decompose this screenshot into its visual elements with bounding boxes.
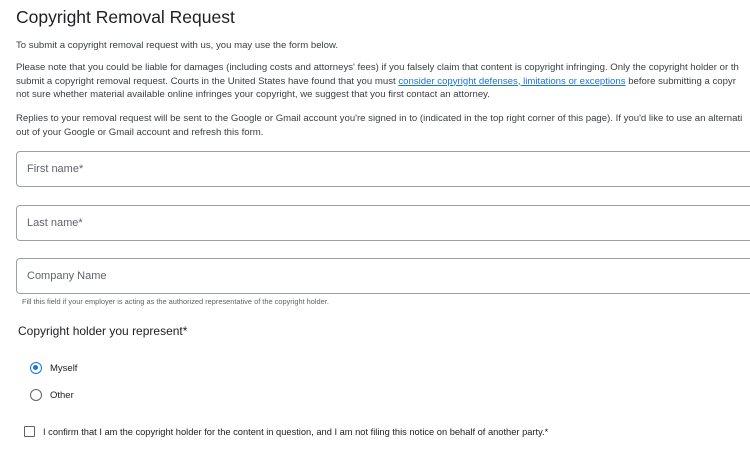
liability-line-2-end: before submitting a copyr <box>625 75 736 87</box>
radio-label-myself: Myself <box>50 362 78 374</box>
copyright-defenses-link[interactable]: consider copyright defenses, limitations or exceptions <box>398 75 626 87</box>
last-name-field[interactable] <box>16 205 750 241</box>
confirm-holder-checkbox-row[interactable] <box>24 426 548 437</box>
radio-option-myself[interactable] <box>30 360 77 376</box>
radio-label-other: Other <box>50 389 74 401</box>
company-name-hint: Fill this field if your employer is acting as the authorized representative of the copyright holder. <box>22 297 329 306</box>
copyright-holder-label: Copyright holder you represent* <box>18 324 188 338</box>
liability-line-2-start: submit a copyright removal request. Courts in the United States have found that you must <box>16 75 399 87</box>
liability-line-2 <box>16 75 739 89</box>
liability-notice <box>16 61 739 102</box>
replies-line-1: Replies to your removal request will be sent to the Google or Gmail account you're signed in to (indicated in the top right corner of this page). If you'd like to use an alternati <box>16 113 743 124</box>
company-name-input[interactable] <box>17 259 750 293</box>
radio-checked-icon[interactable] <box>30 362 42 374</box>
liability-line-1: Please note that you could be liable for damages (including costs and attorneys' fees) if you falsely claim that content is copyright infringing. Only the copyright holder or th <box>16 62 739 73</box>
liability-line-3: not sure whether material available online infringes your copyright, we suggest that you first contact an attorney. <box>16 89 490 100</box>
first-name-field[interactable] <box>16 151 750 187</box>
replies-notice <box>16 112 742 139</box>
radio-option-other[interactable] <box>30 387 74 403</box>
last-name-input[interactable] <box>17 206 750 240</box>
checkbox-icon[interactable] <box>24 426 35 437</box>
replies-line-2: out of your Google or Gmail account and refresh this form. <box>16 126 264 138</box>
first-name-input[interactable] <box>17 152 750 186</box>
confirm-holder-label: I confirm that I am the copyright holder for the content in question, and I am not filing this notice on behalf of another party.* <box>43 426 549 437</box>
page-title: Copyright Removal Request <box>16 7 235 27</box>
intro-line: To submit a copyright removal request with us, you may use the form below. <box>16 40 339 51</box>
company-name-field[interactable] <box>16 258 750 294</box>
radio-unchecked-icon[interactable] <box>30 389 42 401</box>
intro-text <box>16 39 338 53</box>
